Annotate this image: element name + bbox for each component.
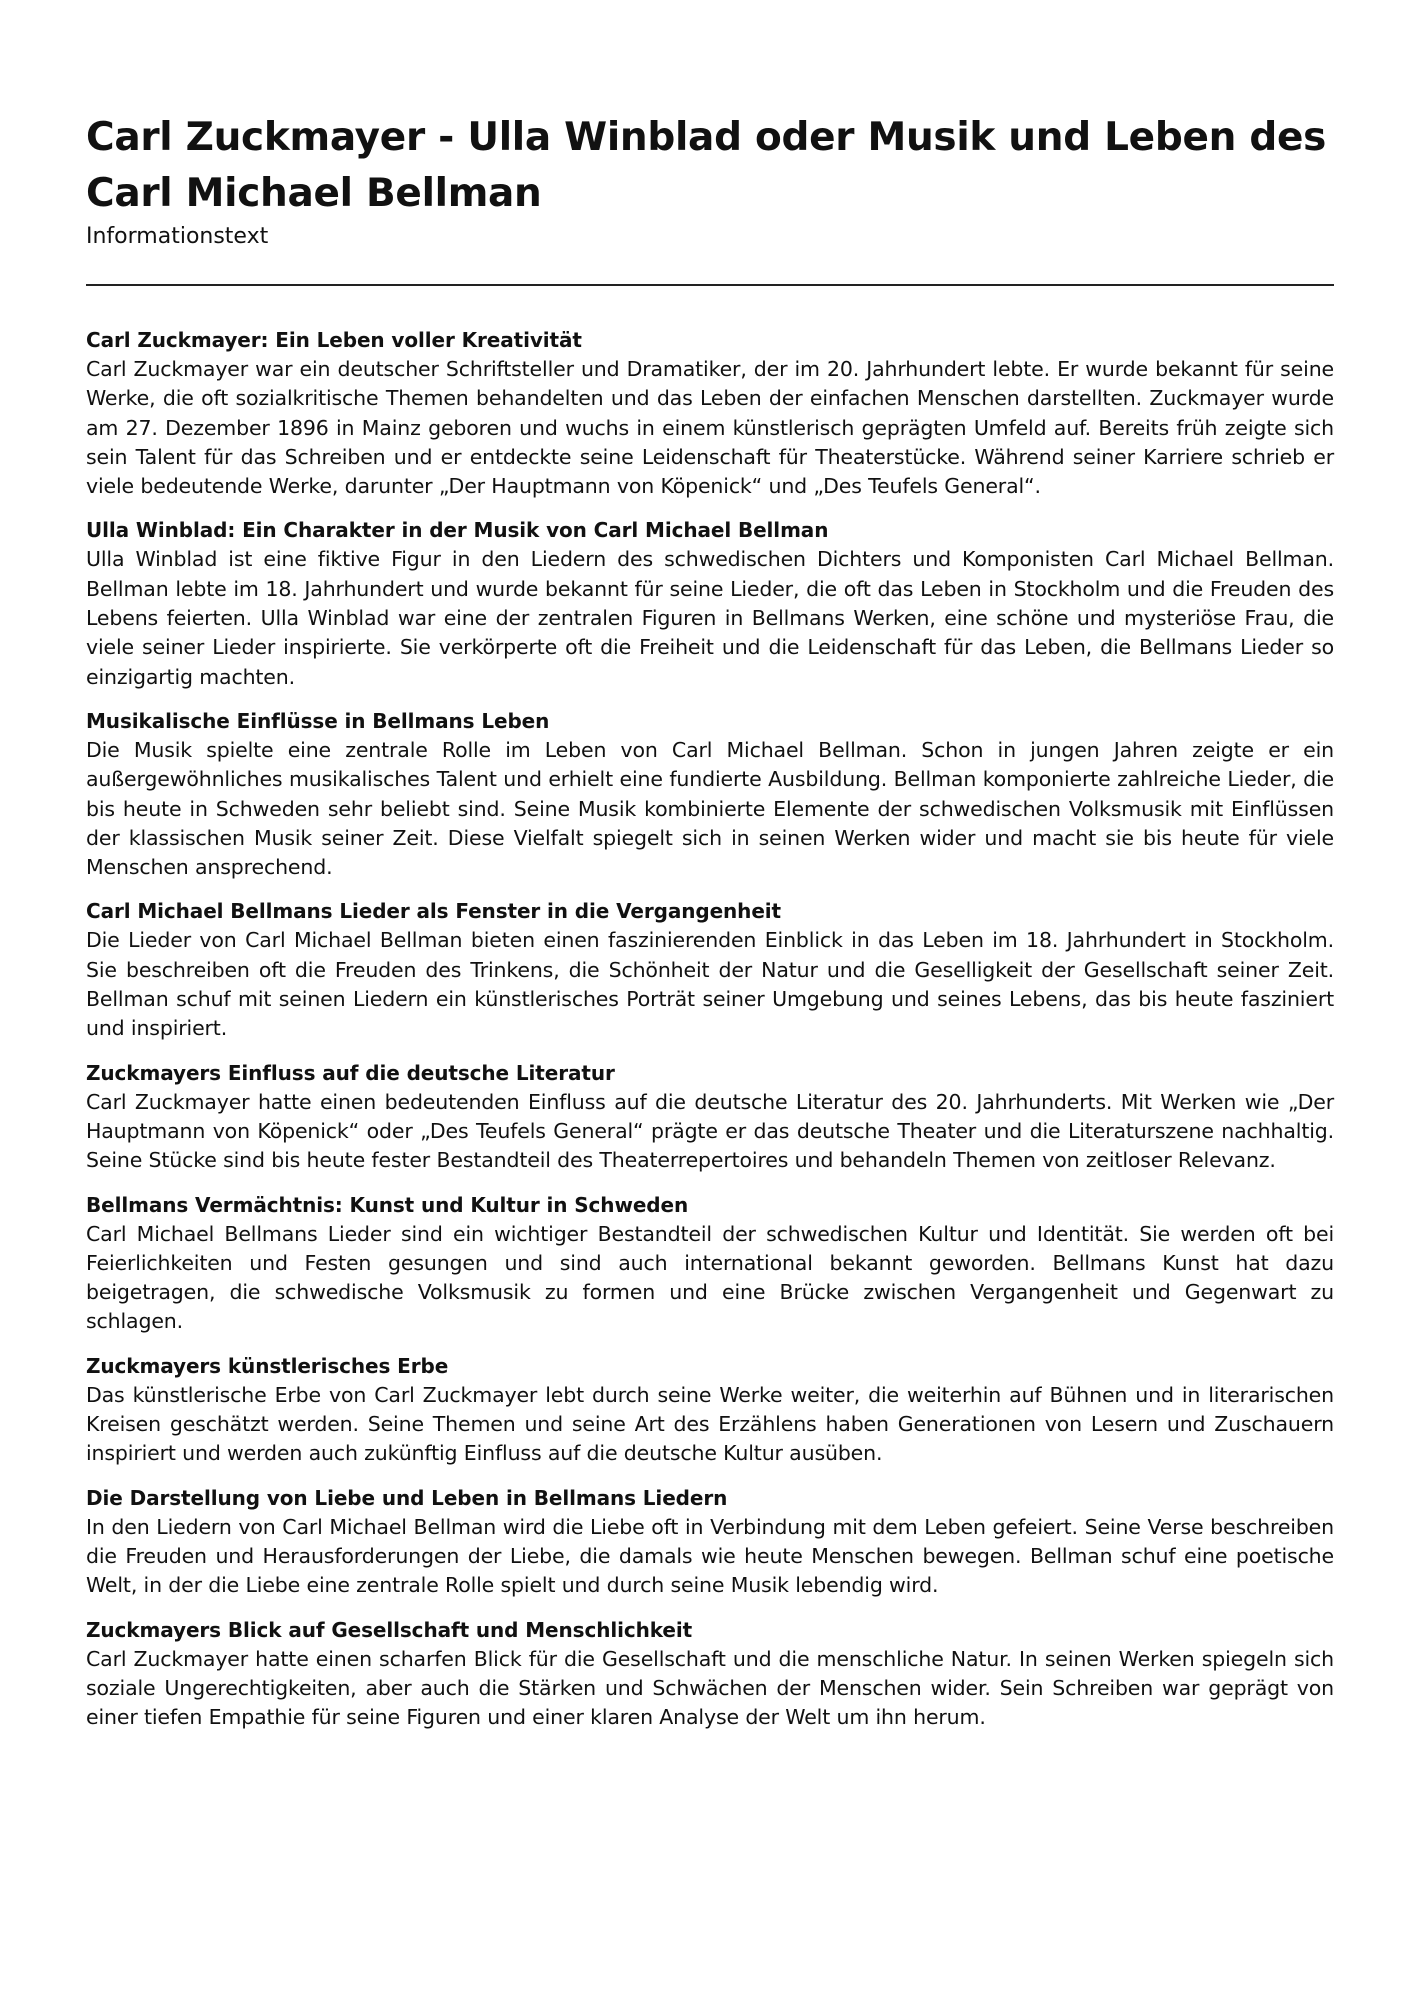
header-divider <box>86 284 1334 286</box>
section-paragraph: Carl Zuckmayer hatte einen bedeutenden Einfluss auf die deutsche Literatur des 20. Jahrhunderts. Mit Werken wie „Der Hauptmann von Köpenick“ oder „Des Teufels General“ prägte er das deutsche Theater und die Literaturszene nachhaltig. Seine Stücke sind bis heute fester Bestandteil des Theaterrepertoires und behandeln Themen von zeitloser Relevanz. <box>86 1089 1334 1173</box>
section-gesellschaft <box>86 1616 1334 1733</box>
section-paragraph: Carl Zuckmayer hatte einen scharfen Blick für die Gesellschaft und die menschliche Natur. In seinen Werken spiegeln sich soziale Ungerechtigkeiten, aber auch die Stärken und Schwächen der Menschen wider. Sein Schreiben war geprägt von einer tiefen Empathie für seine Figuren und einer klaren Analyse der Welt um ihn herum. <box>86 1646 1334 1730</box>
section-heading: Carl Zuckmayer: Ein Leben voller Kreativität <box>86 328 582 352</box>
section-zuckmayer-erbe <box>86 1352 1334 1469</box>
section-heading: Carl Michael Bellmans Lieder als Fenster in die Vergangenheit <box>86 899 782 924</box>
section-musikalische-einfluesse <box>86 707 1334 882</box>
section-heading: Zuckmayers Blick auf Gesellschaft und Menschlichkeit <box>86 1617 693 1642</box>
document-body <box>86 326 1334 1732</box>
section-ulla-winblad <box>86 516 1334 691</box>
page-subtitle: Informationstext <box>86 224 269 249</box>
section-paragraph: Die Musik spielte eine zentrale Rolle im Leben von Carl Michael Bellman. Schon in jungen Jahren zeigte er ein außergewöhnliches musikalisches Talent und erhielt eine fundierte Ausbildung. Bellman komponierte zahlreiche Lieder, die bis heute in Schweden sehr beliebt sind. Seine Musik kombinierte Elemente der schwedischen Volksmusik mit Einflüssen der klassischen Musik seiner Zeit. Diese Vielfalt spiegelt sich in seinen Werken wider und macht sie bis heute für viele Menschen ansprechend. <box>86 737 1334 880</box>
page-title: Carl Zuckmayer - Ulla Winblad oder Musik und Leben des Carl Michael Bellman <box>86 115 1327 216</box>
section-liebe-und-leben <box>86 1484 1334 1601</box>
section-bellman-lieder <box>86 897 1334 1043</box>
section-heading: Ulla Winblad: Ein Charakter in der Musik von Carl Michael Bellman <box>86 518 829 543</box>
section-heading: Musikalische Einflüsse in Bellmans Leben <box>86 708 550 733</box>
section-paragraph: Die Lieder von Carl Michael Bellman bieten einen faszinierenden Einblick in das Leben im 18. Jahrhundert in Stockholm. Sie beschreiben oft die Freuden des Trinkens, die Schönheit der Natur und die Geselligkeit der Gesellschaft seiner Zeit. Bellman schuf mit seinen Liedern ein künstlerisches Porträt seiner Umgebung und seines Lebens, das bis heute fasziniert und inspiriert. <box>86 928 1334 1041</box>
section-paragraph: Das künstlerische Erbe von Carl Zuckmayer lebt durch seine Werke weiter, die weiterhin auf Bühnen und in literarischen Kreisen geschätzt werden. Seine Themen und seine Art des Erzählens haben Generationen von Lesern und Zuschauern inspiriert und werden auch zukünftig Einfluss auf die deutsche Kultur ausüben. <box>86 1382 1334 1466</box>
section-heading: Zuckmayers Einfluss auf die deutsche Literatur <box>86 1060 615 1085</box>
document-page <box>86 110 1334 1747</box>
section-paragraph: Ulla Winblad ist eine fiktive Figur in den Liedern des schwedischen Dichters und Komponisten Carl Michael Bellman. Bellman lebte im 18. Jahrhundert und wurde bekannt für seine Lieder, die oft das Leben in Stockholm und die Freuden des Lebens feierten. Ulla Winblad war eine der zentralen Figuren in Bellmans Werken, eine schöne und mysteriöse Frau, die viele seiner Lieder inspirierte. Sie verkörperte oft die Freiheit und die Leidenschaft für das Leben, die Bellmans Lieder so einzigartig machten. <box>86 547 1334 689</box>
section-heading: Bellmans Vermächtnis: Kunst und Kultur in Schweden <box>86 1192 689 1217</box>
section-heading: Zuckmayers künstlerisches Erbe <box>86 1353 449 1378</box>
section-zuckmayer-einfluss <box>86 1059 1334 1176</box>
section-bellman-vermaechtnis <box>86 1191 1334 1337</box>
section-zuckmayer-leben <box>86 326 1334 501</box>
section-paragraph: In den Liedern von Carl Michael Bellman wird die Liebe oft in Verbindung mit dem Leben gefeiert. Seine Verse beschreiben die Freuden und Herausforderungen der Liebe, die damals wie heute Menschen bewegen. Bellman schuf eine poetische Welt, in der die Liebe eine zentrale Rolle spielt und durch seine Musik lebendig wird. <box>86 1514 1334 1598</box>
section-paragraph: Carl Zuckmayer war ein deutscher Schriftsteller und Dramatiker, der im 20. Jahrhundert lebte. Er wurde bekannt für seine Werke, die oft sozialkritische Themen behandelten und das Leben der einfachen Menschen darstellten. Zuckmayer wurde am 27. Dezember 1896 in Mainz geboren und wuchs in einem künstlerisch geprägten Umfeld auf. Bereits früh zeigte sich sein Talent für das Schreiben und er entdeckte seine Leidenschaft für Theaterstücke. Während seiner Karriere schrieb er viele bedeutende Werke, darunter „Der Hauptmann von Köpenick“ und „Des Teufels General“. <box>86 357 1334 499</box>
section-heading: Die Darstellung von Liebe und Leben in Bellmans Liedern <box>86 1485 728 1510</box>
section-paragraph: Carl Michael Bellmans Lieder sind ein wichtiger Bestandteil der schwedischen Kultur und Identität. Sie werden oft bei Feierlichkeiten und Festen gesungen und sind auch international bekannt geworden. Bellmans Kunst hat dazu beigetragen, die schwedische Volksmusik zu formen und eine Brücke zwischen Vergangenheit und Gegenwart zu schlagen. <box>86 1221 1334 1334</box>
